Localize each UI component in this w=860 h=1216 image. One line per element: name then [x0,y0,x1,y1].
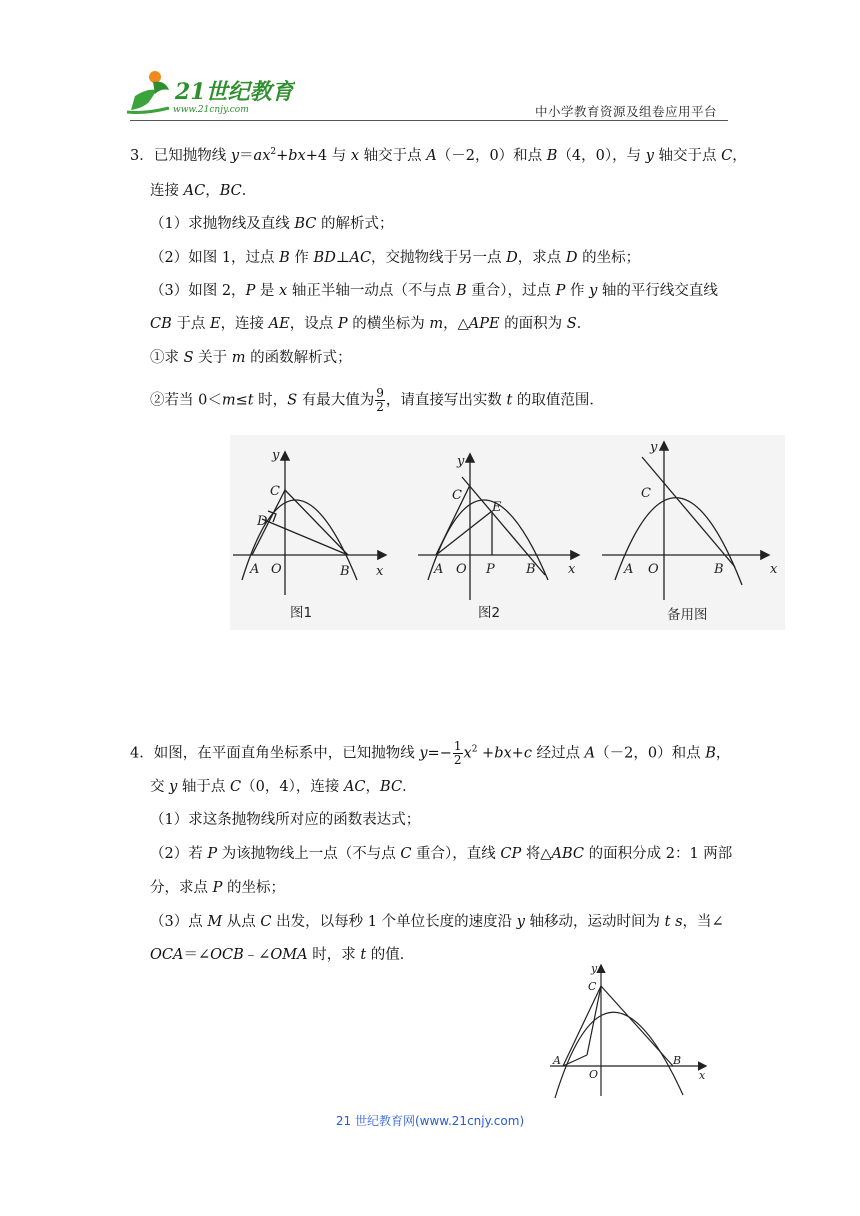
q4-part2-line2 [150,878,285,898]
math-var: t [506,392,513,409]
axis-label-y: y [457,454,465,469]
math-var: m [429,316,444,332]
q4-part1 [150,810,420,830]
text: 作 [565,283,590,299]
figure-1-caption: 图1 [290,605,313,621]
text: ，△ [443,316,469,332]
math-var: D [506,250,518,266]
header-divider [130,120,728,121]
text: 出发，以每秒 1 个单位长度的速度沿 [271,914,517,930]
math-var: B [705,745,716,762]
text: 时， [253,392,288,409]
text: ，请直接写出实数 [385,392,507,409]
fraction [375,387,385,414]
q3-stem-line2 [150,181,256,201]
q4-figure-labels [552,962,706,1082]
math-var: B [279,250,290,266]
point-label-b: B [526,562,536,577]
q4-figure [545,960,715,1100]
text: 于点 [171,316,210,332]
math-var: AC [343,779,366,795]
text: ①求 [150,350,184,366]
q4-part3-line2 [150,945,414,965]
text: （3）如图 2， [150,283,246,299]
axis-label-y: y [650,440,658,455]
numerator: 9 [376,386,384,400]
denominator: 2 [453,753,462,767]
denominator: 2 [376,400,384,414]
logo-url: www.21cnjy.com [173,105,249,115]
text: （1）求这条抛物线所对应的函数表达式； [150,812,421,828]
math-var: x [463,745,472,762]
figure-2-caption: 图2 [478,605,501,621]
axis-label-x: x [568,562,576,577]
text: （3）点 [150,914,208,930]
q3-figures [230,435,785,630]
point-label-e: E [492,500,502,515]
math-var: P [207,846,218,862]
math-var: t [360,947,367,963]
point-label-p: P [486,562,495,577]
text: ⊥ [335,250,350,266]
text: 将△ [521,846,552,862]
math-var: x [279,283,288,299]
text: 从点 [222,914,261,930]
point-label-c: C [270,484,280,499]
math-var: OMA [270,947,308,963]
logo-text: 21世纪教育 [175,79,294,105]
math-var: M [207,914,223,930]
math-var: BC [294,216,317,232]
text: ≤ [235,392,248,409]
point-label-o: O [648,562,659,577]
math-var: C [400,846,412,862]
text: ，设点 [289,316,338,332]
math-var: A [426,148,437,164]
point-label-b: B [673,1054,682,1067]
text: 作 [289,250,314,266]
math-var: y [230,148,240,164]
math-var: bx [494,745,512,762]
text: ，连接 [220,316,269,332]
point-label-a: A [434,562,444,577]
text: ，交抛物线于另一点 [371,250,507,266]
text: ， [732,148,747,164]
point-label-o: O [589,1068,599,1081]
math-var: APE [468,316,500,332]
math-var: m [221,392,236,409]
text: + [276,148,289,164]
math-var: bx [288,148,306,164]
text: ，求点 [517,250,566,266]
site-logo [125,68,295,118]
text: 的坐标； [577,250,641,266]
text: 轴正半轴一动点（不与点 [287,283,456,299]
point-label-c: C [641,486,651,501]
text: ②若当 0＜ [150,392,222,409]
text: ，当∠ [682,914,724,930]
platform-text: 中小学教育资源及组卷应用平台 [535,104,718,119]
text: + [477,745,495,762]
math-var: t [664,914,671,930]
text: 的函数解析式； [245,350,352,366]
point-label-a: A [624,562,634,577]
math-var: E [209,316,221,332]
text: ﹣∠ [243,947,271,963]
math-var: P [212,880,223,896]
math-var: C [721,148,733,164]
numerator: 1 [453,739,462,753]
text: 重合），直线 [411,846,501,862]
math-var: BC [219,183,242,199]
text: 如图，在平面直角坐标系中，已知抛物线 [153,745,420,762]
q3-number: 3． [130,148,154,164]
math-var: C [230,779,242,795]
text: ， [205,183,220,199]
text: 有最大值为 [297,392,375,409]
q3-part1 [150,214,393,234]
math-var: S [183,350,194,366]
q3-part3-line2 [150,314,591,334]
point-label-o: O [271,562,282,577]
text: ， [715,745,731,762]
fraction [453,740,463,767]
point-label-o: O [456,562,467,577]
text: ． [576,316,592,332]
math-var: P [337,316,348,332]
text: 的值． [366,947,415,963]
q4-part2-line1 [150,844,732,864]
math-var: c [523,745,532,762]
math-var: AC [183,183,206,199]
text: ． [241,183,257,199]
text: 为该抛物线上一点（不与点 [217,846,401,862]
text: 关于 [193,350,232,366]
text: 连接 [150,183,184,199]
axis-label-x: x [699,1069,706,1082]
text: 轴的平行线交直线 [597,283,718,299]
axis-label-x: x [376,564,384,579]
text: 的坐标； [222,880,285,896]
math-var: AE [268,316,290,332]
figure-background [230,435,785,630]
text: （1）求抛物线及直线 [150,216,295,232]
exponent: 2 [270,147,277,157]
text: （2）如图 1，过点 [150,250,280,266]
math-var: y [516,914,525,930]
math-var: OCB [210,947,244,963]
math-var: ABC [551,846,585,862]
math-var: y [589,283,598,299]
point-label-b: B [340,564,350,579]
q4-stem-line2 [150,777,417,797]
point-label-c: C [588,980,597,993]
math-var: m [231,350,246,366]
text: ＝∠ [183,947,211,963]
text: + [511,745,524,762]
q3-sub1 [150,348,352,368]
text: ． [402,779,417,795]
point-label-c: C [452,488,462,503]
math-var: y [419,745,428,762]
text: ＝ [239,148,254,164]
text: （2）若 [150,846,208,862]
axis-label-y: y [272,448,280,463]
math-var: y [645,148,654,164]
q4-stem-line1 [130,740,730,767]
axis-label-x: x [770,562,778,577]
math-var: x [350,148,360,164]
text: 已知抛物线 [153,148,231,164]
text: 轴移动，运动时间为 [524,914,665,930]
runner-logo-icon [125,68,295,118]
math-var: S [287,392,298,409]
text: 重合），过点 [466,283,556,299]
math-var: y [169,779,178,795]
text: ， [365,779,381,795]
text: 的面积分成 2：1 两部 [584,846,733,862]
text: （－2，0）和点 [436,148,547,164]
text: （0，4），连接 [241,779,344,795]
text: +4 与 [305,148,351,164]
text: 的面积为 [499,316,567,332]
point-label-a: A [250,562,260,577]
footer-link[interactable]: 21 世纪教育网(www.21cnjy.com) [335,1114,525,1128]
text: 分，求点 [150,880,213,896]
math-var: P [245,283,256,299]
math-var: B [455,283,467,299]
figure-3-caption: 备用图 [667,607,708,623]
text: 的取值范围． [512,392,604,409]
text: （－2，0）和点 [595,745,706,762]
math-var: CP [500,846,522,862]
text: 的横坐标为 [347,316,430,332]
math-var: BC [380,779,403,795]
math-var: s [675,914,683,930]
math-var: D [565,250,578,266]
q3-part2 [150,248,640,268]
text: 轴于点 [177,779,231,795]
math-var: C [260,914,272,930]
q4-number: 4． [130,745,154,762]
math-var: OCA [150,947,184,963]
math-var: BD [313,250,336,266]
text: 的解析式； [316,216,394,232]
math-var: S [566,316,577,332]
math-var: AC [349,250,372,266]
math-var: CB [150,316,172,332]
text: 轴交于点 [653,148,722,164]
point-label-a: A [553,1054,561,1067]
text: 交 [150,779,170,795]
text: 时，求 [307,947,361,963]
point-label-d: D [257,514,268,529]
q4-part3-line1 [150,912,724,932]
q3-sub2 [150,387,604,414]
math-var: ax [253,148,271,164]
text: 轴交于点 [359,148,427,164]
q3-part3-line1 [150,281,718,301]
text: =− [427,745,452,762]
text: 经过点 [531,745,585,762]
exponent: 2 [471,744,478,755]
q3-stem-line1 [130,146,747,166]
text: 是 [255,283,280,299]
math-var: A [584,745,596,762]
text: （4，0），与 [557,148,646,164]
point-label-b: B [714,562,724,577]
math-var: t [247,392,254,409]
math-var: P [555,283,566,299]
math-var: B [546,148,558,164]
axis-label-y: y [591,962,598,975]
